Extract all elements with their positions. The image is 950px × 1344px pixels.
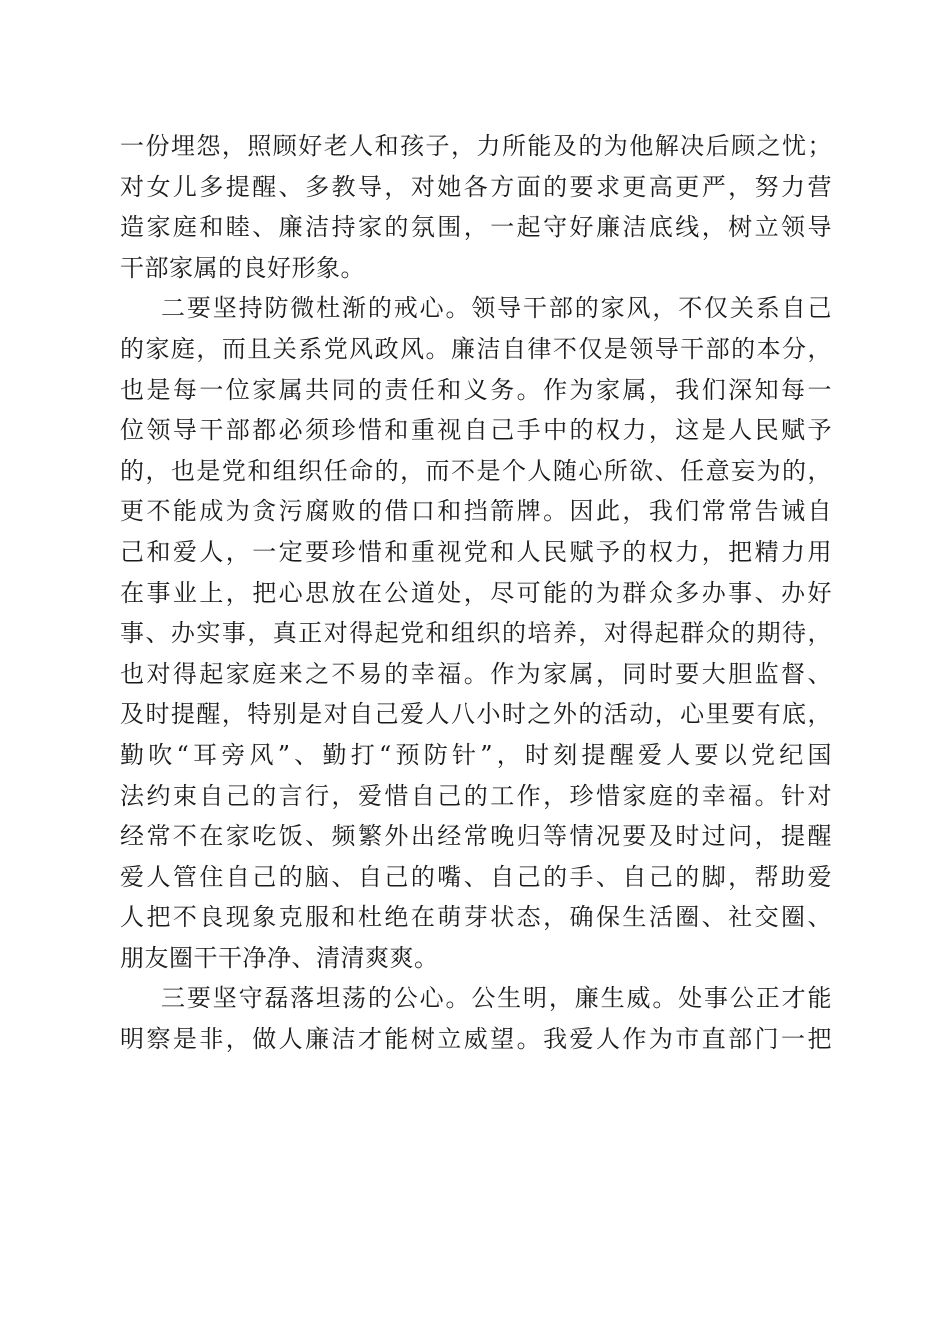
- text-line: 及时提醒，特别是对自己爱人八小时之外的活动，心里要有底，: [120, 700, 832, 729]
- text-line: 人把不良现象克服和杜绝在萌芽状态，确保生活圈、社交圈、: [120, 903, 832, 932]
- text-line: 的，也是党和组织任命的，而不是个人随心所欲、任意妄为的，: [120, 456, 832, 485]
- text-line: 对女儿多提醒、多教导，对她各方面的要求更高更严，努力营: [120, 172, 832, 201]
- document-body: [120, 126, 832, 1060]
- paragraph-second-point: [120, 288, 832, 978]
- text-line: 二要坚持防微杜渐的戒心。领导干部的家风，不仅关系自己: [161, 294, 832, 323]
- text-line: 爱人管住自己的脑、自己的嘴、自己的手、自己的脚，帮助爱: [120, 862, 832, 891]
- text-line: 位领导干部都必须珍惜和重视自己手中的权力，这是人民赋予: [120, 416, 832, 445]
- text-line: 的家庭，而且关系党风政风。廉洁自律不仅是领导干部的本分，: [120, 334, 832, 363]
- text-line: 也是每一位家属共同的责任和义务。作为家属，我们深知每一: [120, 375, 832, 404]
- text-line: 一份埋怨，照顾好老人和孩子，力所能及的为他解决后顾之忧；: [120, 132, 832, 160]
- text-line: 法约束自己的言行，爱惜自己的工作，珍惜家庭的幸福。针对: [120, 781, 832, 810]
- text-line: 三要坚守磊落坦荡的公心。公生明，廉生威。处事公正才能: [161, 984, 832, 1013]
- text-line: 明察是非，做人廉洁才能树立威望。我爱人作为市直部门一把: [120, 1025, 832, 1054]
- text-line: 造家庭和睦、廉洁持家的氛围，一起守好廉洁底线，树立领导: [120, 213, 832, 242]
- text-line: 在事业上，把心思放在公道处，尽可能的为群众多办事、办好: [120, 578, 832, 607]
- text-line: 干部家属的良好形象。: [120, 253, 365, 282]
- text-line: 经常不在家吃饭、频繁外出经常晚归等情况要及时过问，提醒: [120, 822, 832, 851]
- paragraph-continuation: [120, 126, 832, 288]
- text-line: 勤吹“耳旁风”、勤打“预防针”，时刻提醒爱人要以党纪国: [120, 740, 832, 769]
- text-line: 朋友圈干干净净、清清爽爽。: [120, 943, 439, 972]
- text-line: 事、办实事，真正对得起党和组织的培养，对得起群众的期待，: [120, 619, 832, 648]
- text-line: 也对得起家庭来之不易的幸福。作为家属，同时要大胆监督、: [120, 659, 832, 688]
- text-line: 更不能成为贪污腐败的借口和挡箭牌。因此，我们常常告诫自: [120, 497, 832, 526]
- paragraph-third-point: [120, 978, 832, 1059]
- text-line: 己和爱人，一定要珍惜和重视党和人民赋予的权力，把精力用: [120, 537, 832, 566]
